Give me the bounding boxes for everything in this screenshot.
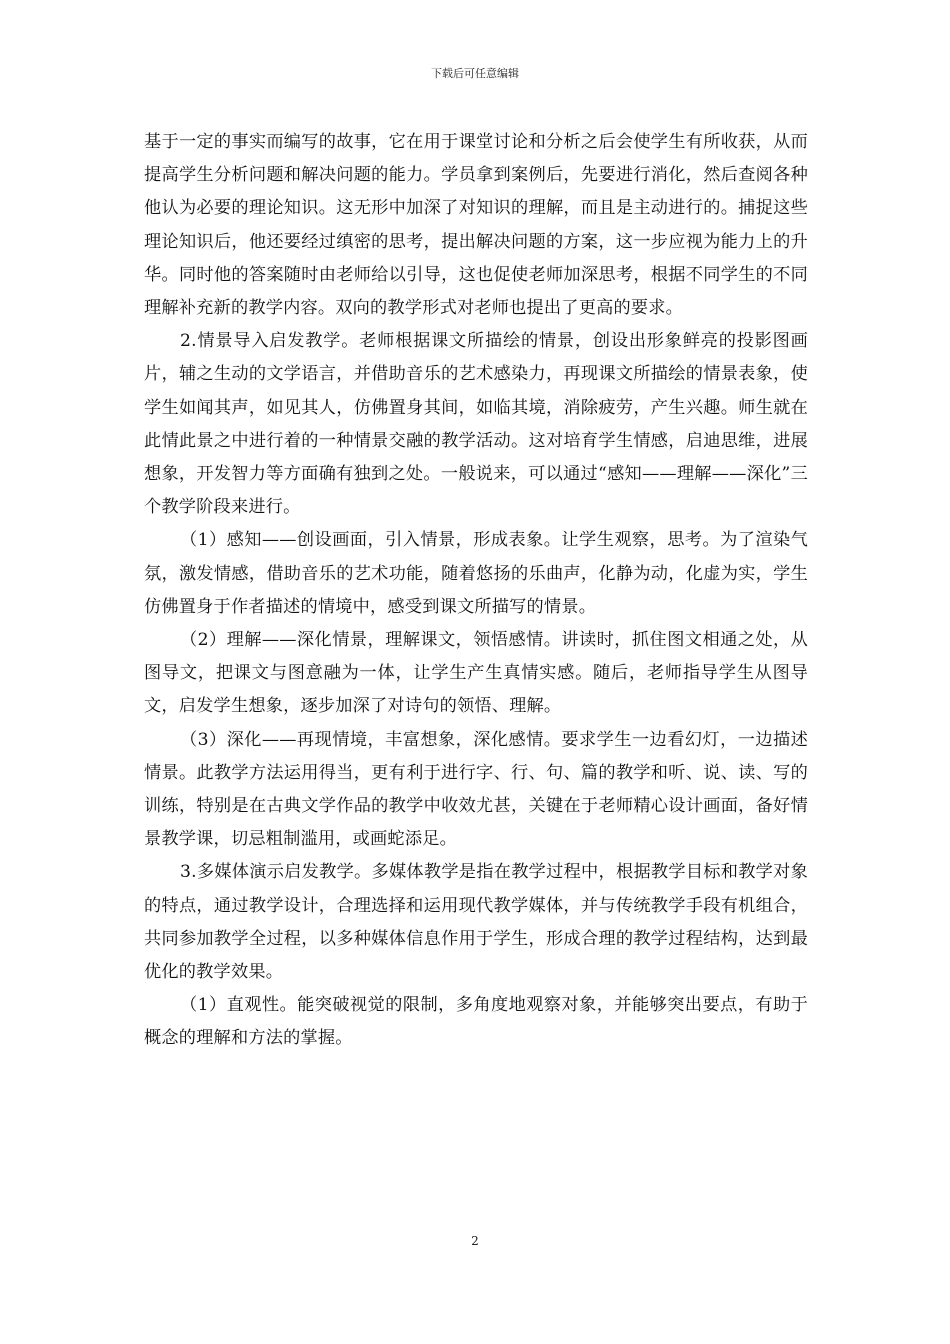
page-header: 下载后可任意编辑 — [431, 67, 519, 80]
body-paragraph-situational-teaching: 2.情景导入启发教学。老师根据课文所描绘的情景，创设出形象鲜亮的投影图画片，辅之生动的文学语言，并借助音乐的艺术感染力，再现课文所描绘的情景表象，使学生如闻其声，如见其人，仿佛置身其间，如临其境，消除疲劳，产生兴趣。师生就在此情此景之中进行着的一种情景交融的教学活动。这对培育学生情感，启迪思维，进展想象，开发智力等方面确有独到之处。一般说来，可以通过“感知——理解——深化”三个教学阶段来进行。 — [144, 331, 808, 518]
body-paragraph-multimedia-teaching: 3.多媒体演示启发教学。多媒体教学是指在教学过程中，根据教学目标和教学对象的特点，通过教学设计，合理选择和运用现代教学媒体，并与传统教学手段有机组合，共同参加教学全过程，以多种媒体信息作用于学生，形成合理的教学过程结构，达到最优化的教学效果。 — [144, 862, 808, 983]
page-number: 2 — [471, 1234, 479, 1248]
body-paragraph-continuation: 基于一定的事实而编写的故事，它在用于课堂讨论和分析之后会使学生有所收获，从而提高学生分析问题和解决问题的能力。学员拿到案例后，先要进行消化，然后查阅各种他认为必要的理论知识。这无形中加深了对知识的理解，而且是主动进行的。捕捉这些理论知识后，他还要经过缜密的思考，提出解决问题的方案，这一步应视为能力上的升华。同时他的答案随时由老师给以引导，这也促使老师加深思考，根据不同学生的不同理解补充新的教学内容。双向的教学形式对老师也提出了更高的要求。 — [144, 132, 808, 319]
body-paragraph-intuitiveness: （1）直观性。能突破视觉的限制，多角度地观察对象，并能够突出要点，有助于概念的理解和方法的掌握。 — [144, 995, 808, 1049]
document-body — [144, 126, 808, 1056]
body-paragraph-understanding: （2）理解——深化情景，理解课文，领悟感情。讲读时，抓住图文相通之处，从图导文，把课文与图意融为一体，让学生产生真情实感。随后，老师指导学生从图导文，启发学生想象，逐步加深了对诗句的领悟、理解。 — [144, 630, 808, 717]
body-paragraph-perception: （1）感知——创设画面，引入情景，形成表象。让学生观察，思考。为了渲染气氛，激发情感，借助音乐的艺术功能，随着悠扬的乐曲声，化静为动，化虚为实，学生仿佛置身于作者描述的情境中，感受到课文所描写的情景。 — [144, 530, 808, 617]
body-paragraph-deepening: （3）深化——再现情境，丰富想象，深化感情。要求学生一边看幻灯，一边描述情景。此教学方法运用得当，更有利于进行字、行、句、篇的教学和听、说、读、写的训练，特别是在古典文学作品的教学中收效尤甚，关键在于老师精心设计画面，备好情景教学课，切忌粗制滥用，或画蛇添足。 — [144, 729, 808, 850]
